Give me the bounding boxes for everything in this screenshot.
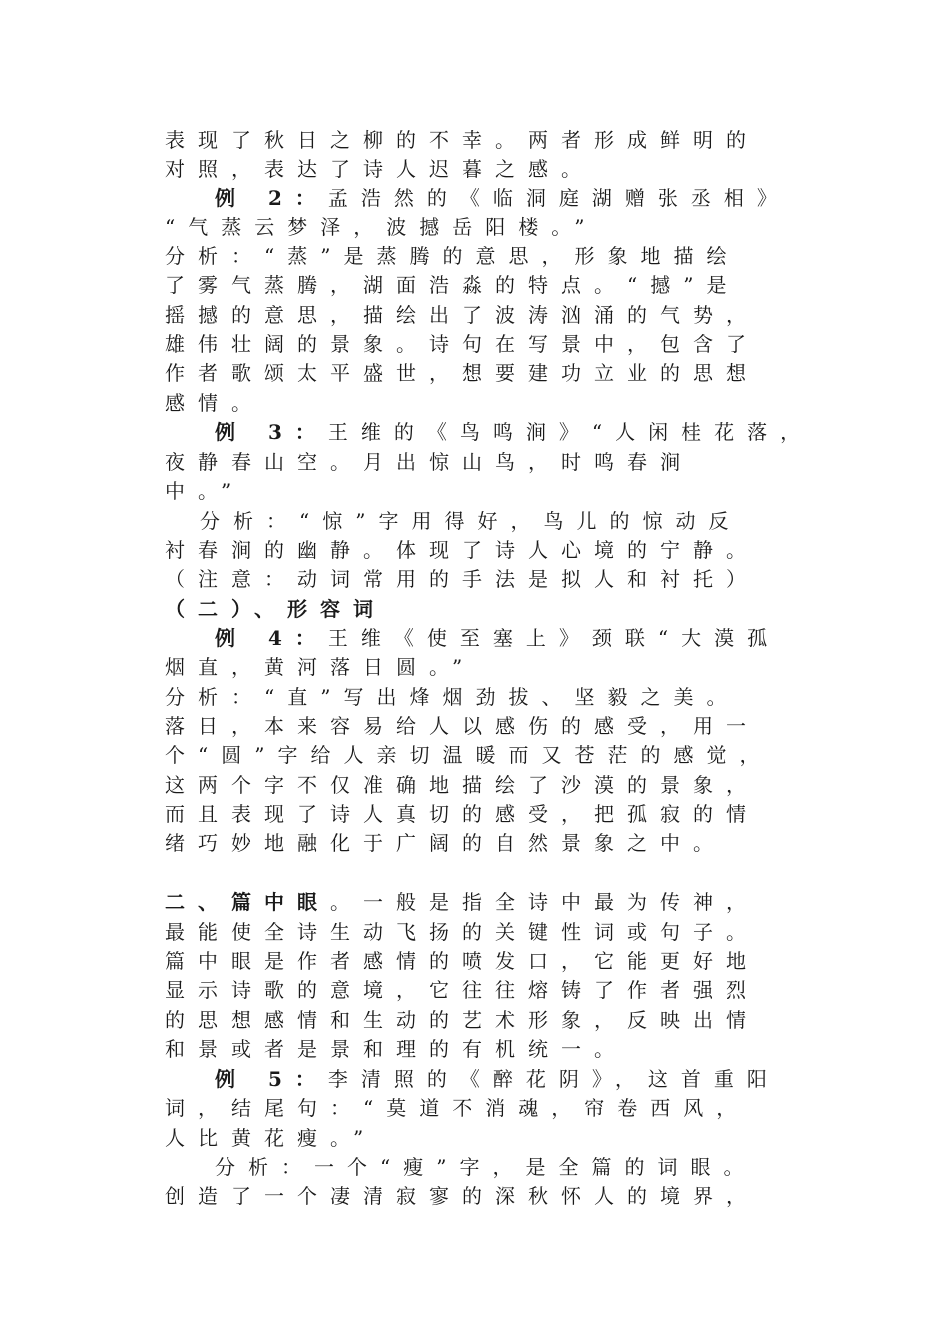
text-run: 李清照的《醉花阴》，这首重阳	[327, 1067, 780, 1091]
example-label: 例 5：	[215, 1067, 328, 1091]
text-run: 孟浩然的《临洞庭湖赠张丞相》	[327, 186, 790, 210]
text-line: 而且表现了诗人真切的感受，把孤寂的情	[165, 802, 759, 826]
text-line: 显示诗歌的意境，它往往熔铸了作者强烈	[165, 978, 759, 1002]
text-line: 人比黄花瘦。”	[165, 1126, 377, 1150]
text-line: 落日，本来容易给人以感伤的感受，用一	[165, 714, 759, 738]
text-line: 分析：“直”写出烽烟劲拔、坚毅之美。	[165, 685, 740, 709]
text-line: 个“圆”字给人亲切温暖而又苍茫的感觉，	[165, 743, 773, 767]
section-2-line	[165, 887, 805, 917]
text-line: 词，结尾句：“莫道不消魂，帘卷西风，	[165, 1096, 750, 1120]
text-line: （注意：动词常用的手法是拟人和衬托）	[165, 567, 759, 591]
text-line: “气蒸云梦泽，波撼岳阳楼。”	[165, 215, 598, 239]
text-run: 王维的《鸟鸣涧》“人闲桂花落，	[327, 420, 814, 444]
text-line: 这两个字不仅准确地描绘了沙漠的景象，	[165, 773, 759, 797]
section-heading: （二）、形容词	[165, 597, 386, 621]
text-line: 雄伟壮阔的景象。诗句在写景中，包含了	[165, 332, 759, 356]
text-line: 烟直，黄河落日圆。”	[165, 655, 476, 679]
text-line: 夜静春山空。月出惊山鸟，时鸣春涧	[165, 450, 693, 474]
text-line: 和景或者是景和理的有机统一。	[165, 1037, 627, 1061]
text-line: 了雾气蒸腾，湖面浩淼的特点。“撼”是	[165, 273, 740, 297]
text-line: 创造了一个凄清寂寥的深秋怀人的境界，	[165, 1184, 759, 1208]
text-line: 最能使全诗生动飞扬的关键性词或句子。	[165, 920, 759, 944]
text-run: 王维《使至塞上》颈联“大漠孤	[327, 626, 781, 650]
text-line: 作者歌颂太平盛世，想要建功立业的思想	[165, 361, 759, 385]
text-line: 中。”	[165, 479, 245, 503]
section-heading: 二、篇中眼	[165, 890, 330, 914]
example-2-line	[215, 183, 805, 213]
example-5-line	[215, 1064, 805, 1094]
text-run: 。一般是指全诗中最为传神，	[330, 890, 759, 914]
example-label: 例 3：	[215, 420, 328, 444]
text-line: 感情。	[165, 391, 264, 415]
text-line: 绪巧妙地融化于广阔的自然景象之中。	[165, 831, 726, 855]
text-line: 表现了秋日之柳的不幸。两者形成鲜明的	[165, 128, 759, 152]
example-label: 例 2：	[215, 186, 328, 210]
text-line: 篇中眼是作者感情的喷发口，它能更好地	[165, 949, 759, 973]
text-line: 摇撼的意思，描绘出了波涛汹涌的气势，	[165, 303, 759, 327]
text-line: 分析：一个“瘦”字，是全篇的词眼。	[215, 1155, 757, 1179]
example-label: 例 4：	[215, 626, 328, 650]
text-line: 分析：“惊”字用得好，鸟儿的惊动反	[200, 509, 742, 533]
example-4-line	[215, 623, 805, 653]
text-line: 分析：“蒸”是蒸腾的意思，形象地描绘	[165, 244, 740, 268]
text-line: 衬春涧的幽静。体现了诗人心境的宁静。	[165, 538, 759, 562]
example-3-line	[215, 417, 814, 447]
text-line: 的思想感情和生动的艺术形象，反映出情	[165, 1008, 759, 1032]
text-line: 对照，表达了诗人迟暮之感。	[165, 157, 594, 181]
